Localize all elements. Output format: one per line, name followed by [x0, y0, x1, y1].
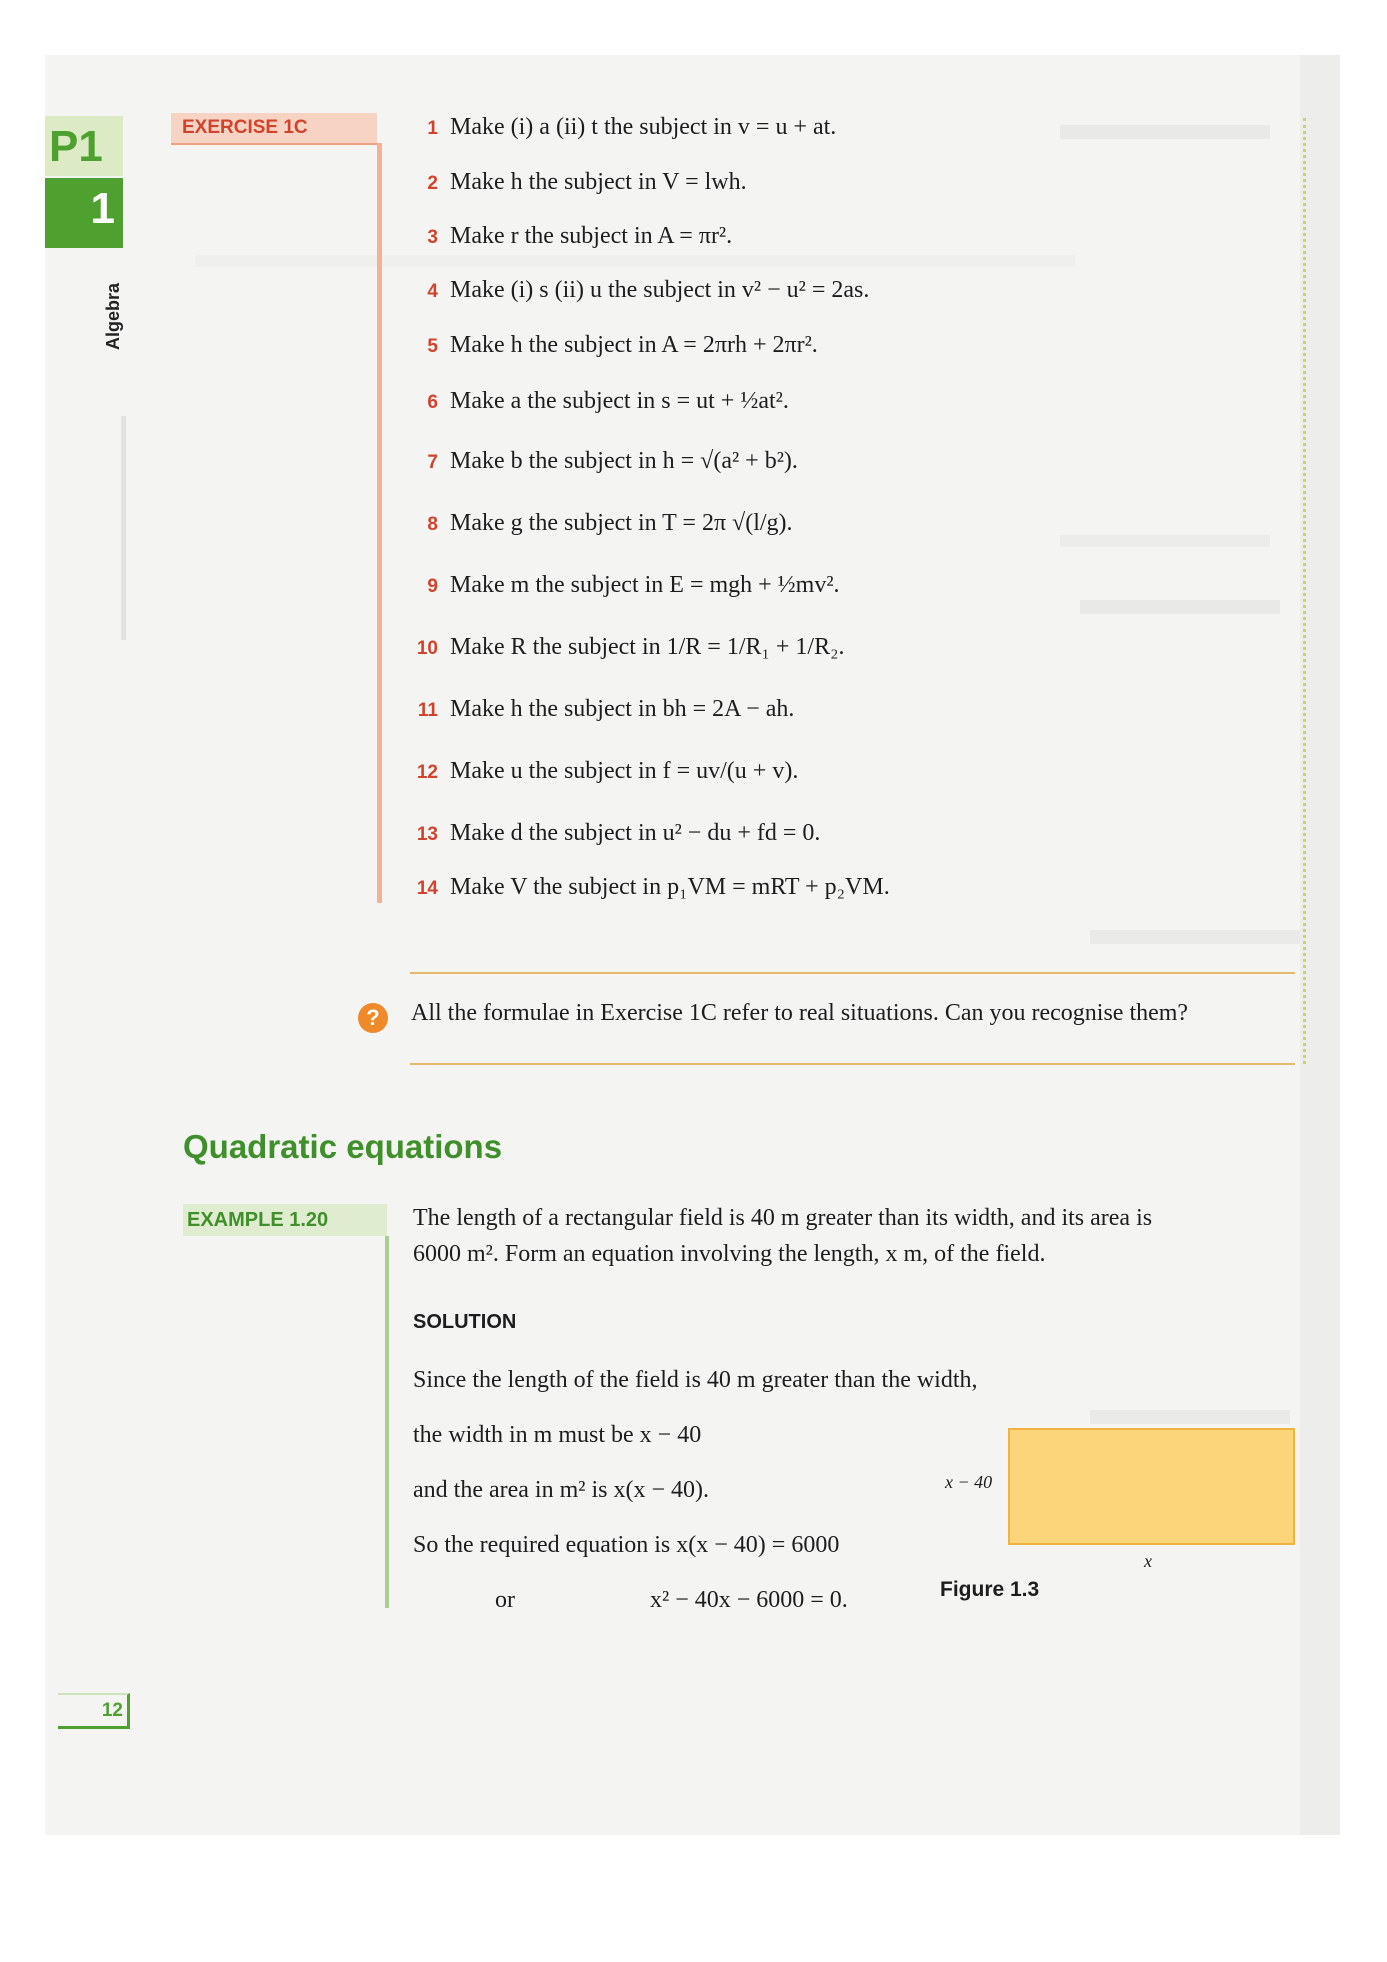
- item-text: Make a the subject in s = ut + ½at².: [450, 388, 789, 414]
- exercise-label: [171, 113, 377, 143]
- exercise-item: [405, 751, 1145, 791]
- item-number: 6: [427, 392, 438, 413]
- exercise-label-text: EXERCISE 1C: [182, 117, 308, 138]
- solution-line: the width in m must be x − 40: [413, 1422, 702, 1448]
- item-number: 4: [427, 281, 438, 302]
- solution-line: and the area in m² is x(x − 40).: [413, 1477, 709, 1503]
- item-text: Make h the subject in V = lwh.: [450, 169, 747, 195]
- item-text: Make V the subject in p₁VM = mRT + p₂VM.: [450, 874, 890, 900]
- discussion-rule-bottom: [410, 1063, 1295, 1065]
- item-text: Make d the subject in u² − du + fd = 0.: [450, 820, 821, 846]
- item-number: 1: [427, 118, 438, 139]
- item-number: 14: [416, 878, 438, 899]
- item-number: 7: [427, 452, 438, 473]
- scan-margin-strip: [1300, 55, 1340, 1835]
- exercise-item: [405, 441, 1145, 481]
- discussion-rule-top: [410, 972, 1295, 974]
- figure-caption: Figure 1.3: [940, 1578, 1040, 1601]
- item-text: Make m the subject in E = mgh + ½mv².: [450, 572, 840, 598]
- exercise-item: [405, 216, 1145, 256]
- field-width-label: x: [1144, 1551, 1152, 1571]
- item-number: 12: [416, 762, 438, 783]
- chapter-title: Algebra: [103, 282, 123, 350]
- exercise-item: [405, 107, 1145, 147]
- exercise-item: [405, 627, 1145, 667]
- page-number-box: [58, 1693, 130, 1729]
- item-number: 13: [416, 824, 438, 845]
- item-text: Make b the subject in h = √(a² + b²).: [450, 448, 798, 474]
- exercise-item: [405, 867, 1145, 907]
- item-text: Make (i) s (ii) u the subject in v² − u² = 2as.: [450, 277, 870, 303]
- discussion-question: All the formulae in Exercise 1C refer to real situations. Can you recognise them?: [411, 1000, 1189, 1026]
- exercise-rule-vertical: [377, 143, 382, 903]
- or-label: or: [495, 1587, 515, 1613]
- exercise-item: [405, 381, 1145, 421]
- item-text: Make g the subject in T = 2π √(l/g).: [450, 510, 793, 536]
- solution-line: Since the length of the field is 40 m greater than the width,: [413, 1367, 978, 1393]
- exercise-item: [405, 689, 1145, 729]
- item-text: Make (i) a (ii) t the subject in v = u + at.: [450, 114, 837, 140]
- item-text: Make u the subject in f = uv/(u + v).: [450, 758, 799, 784]
- solution-heading: SOLUTION: [413, 1311, 517, 1333]
- exercise-item: [405, 813, 1145, 853]
- exercise-rule-horizontal: [171, 143, 377, 145]
- exercise-item: [405, 270, 1145, 310]
- question-mark-icon: ?: [358, 1003, 388, 1033]
- item-text: Make h the subject in bh = 2A − ah.: [450, 696, 795, 722]
- exercise-item: [405, 565, 1145, 605]
- example-label-text: EXAMPLE 1.20: [187, 1209, 329, 1231]
- exercise-item: [405, 325, 1145, 365]
- item-number: 10: [416, 638, 438, 659]
- item-number: 8: [427, 514, 438, 535]
- section-title: Quadratic equations: [183, 1128, 503, 1165]
- exercise-item: [405, 503, 1145, 543]
- item-number: 2: [427, 173, 438, 194]
- example-label: [183, 1204, 387, 1236]
- part-label: P1: [49, 122, 103, 171]
- show-through-ghost: ▬▬▬▬▬▬▬▬▬▬▬▬▬▬: [113, 416, 130, 640]
- field-rectangle: [1008, 1428, 1295, 1545]
- item-number: 5: [427, 336, 438, 357]
- example-problem-line: 6000 m². Form an equation involving the length, x m, of the field.: [413, 1241, 1046, 1267]
- chapter-number: 1: [90, 184, 115, 233]
- item-text: Make h the subject in A = 2πrh + 2πr².: [450, 332, 818, 358]
- item-text: Make r the subject in A = πr².: [450, 223, 733, 249]
- part-tab: [45, 116, 123, 176]
- item-number: 3: [427, 227, 438, 248]
- item-number: 11: [417, 700, 438, 721]
- dotted-margin-rule: [1303, 118, 1306, 1064]
- field-height-label: x − 40: [945, 1472, 993, 1492]
- page-number: 12: [101, 1700, 123, 1721]
- example-problem-line: The length of a rectangular field is 40 m greater than its width, and its area is: [413, 1205, 1153, 1231]
- final-equation: x² − 40x − 6000 = 0.: [650, 1587, 848, 1613]
- example-rule-vertical: [385, 1236, 389, 1608]
- chapter-tab: [45, 178, 123, 248]
- solution-line: So the required equation is x(x − 40) = 6000: [413, 1532, 840, 1558]
- item-text: Make R the subject in 1/R = 1/R₁ + 1/R₂.: [450, 634, 845, 660]
- exercise-item: [405, 162, 1145, 202]
- item-number: 9: [427, 576, 438, 597]
